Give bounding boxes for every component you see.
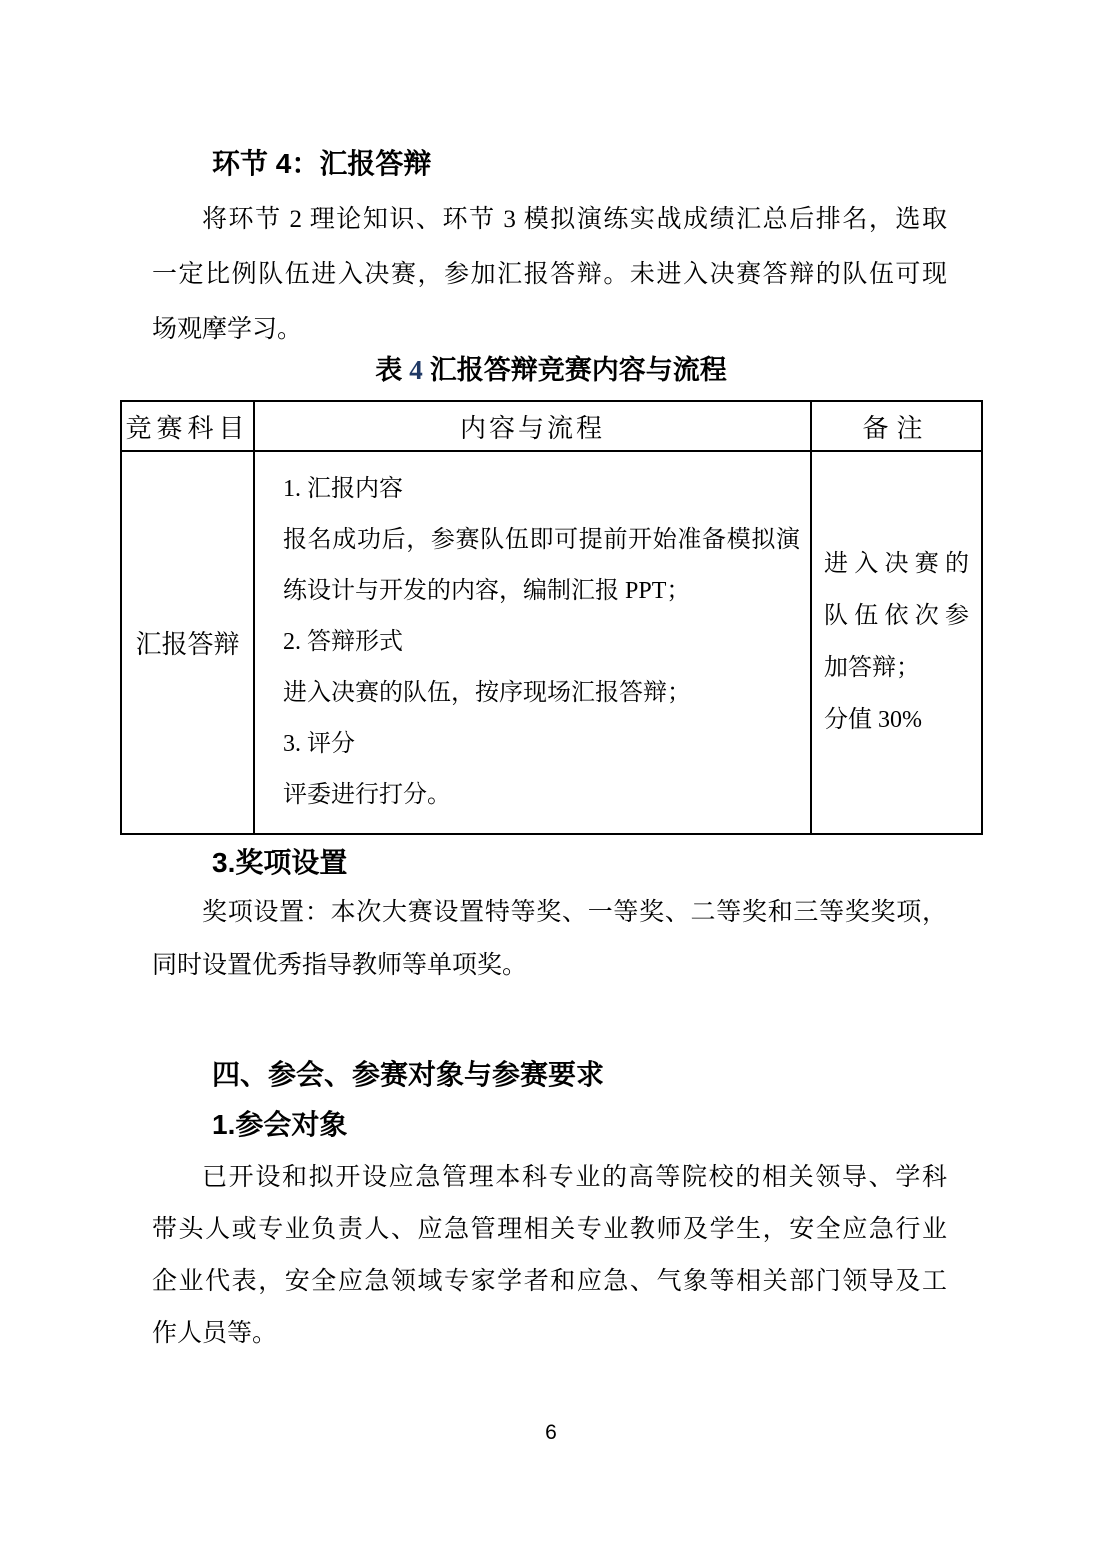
- competition-table: [120, 400, 983, 835]
- paragraph-line: 场观摩学习。: [152, 316, 303, 343]
- paragraph-line: 企业代表，安全应急领域专家学者和应急、气象等相关部门领导及工: [152, 1268, 947, 1295]
- participants-section-heading: 四、参会、参赛对象与参赛要求: [212, 1059, 605, 1090]
- paragraph-line: 将环节 2 理论知识、环节 3 模拟演练实战成绩汇总后排名，选取: [202, 206, 947, 233]
- awards-heading: 3.奖项设置: [212, 847, 348, 878]
- remark-line: 加答辩；: [824, 655, 920, 681]
- header-cell-subject: 竞赛科目: [125, 413, 250, 443]
- content-cell: [253, 450, 810, 833]
- awards-paragraph: [152, 886, 947, 992]
- content-line: 练设计与开发的内容，编制汇报 PPT；: [283, 578, 691, 604]
- attendees-subheading: 1.参会对象: [212, 1109, 348, 1140]
- remark-line: 队伍依次参: [824, 603, 969, 629]
- content-line: 2. 答辩形式: [283, 629, 403, 655]
- header-cell-content: 内容与流程: [253, 402, 810, 450]
- content-line: 报名成功后，参赛队伍即可提前开始准备模拟演: [283, 527, 800, 553]
- remark-line: 分值 30%: [824, 707, 922, 733]
- subject-cell: 汇报答辩: [122, 450, 253, 833]
- attendees-paragraph: [152, 1152, 947, 1360]
- table-caption-label: 表: [375, 355, 403, 385]
- content-line: 进入决赛的队伍，按序现场汇报答辩；: [283, 680, 691, 706]
- paragraph-line: 奖项设置：本次大赛设置特等奖、一等奖、二等奖和三等奖奖项，: [202, 899, 947, 926]
- paragraph-line: 作人员等。: [152, 1320, 278, 1347]
- paragraph-line: 已开设和拟开设应急管理本科专业的高等院校的相关领导、学科: [202, 1164, 947, 1191]
- page-number: 6: [545, 1421, 557, 1444]
- intro-paragraph: [152, 192, 947, 357]
- remark-cell: [810, 450, 981, 833]
- content-line: 1. 汇报内容: [283, 476, 403, 502]
- content-line: 评委进行打分。: [283, 782, 451, 808]
- paragraph-line: 带头人或专业负责人、应急管理相关专业教师及学生，安全应急行业: [152, 1216, 947, 1243]
- section-heading-stage4: 环节 4：汇报答辩: [212, 148, 432, 179]
- paragraph-line: 同时设置优秀指导教师等单项奖。: [152, 952, 528, 979]
- remark-line: 进入决赛的: [824, 551, 969, 577]
- table-caption-title: 汇报答辩竞赛内容与流程: [429, 355, 727, 385]
- paragraph-line: 一定比例队伍进入决赛，参加汇报答辩。未进入决赛答辩的队伍可现: [152, 261, 947, 288]
- table-caption-number: 4: [409, 355, 423, 385]
- content-line: 3. 评分: [283, 731, 355, 757]
- header-cell-remark: 备注: [810, 402, 981, 450]
- table-caption: [0, 350, 1102, 390]
